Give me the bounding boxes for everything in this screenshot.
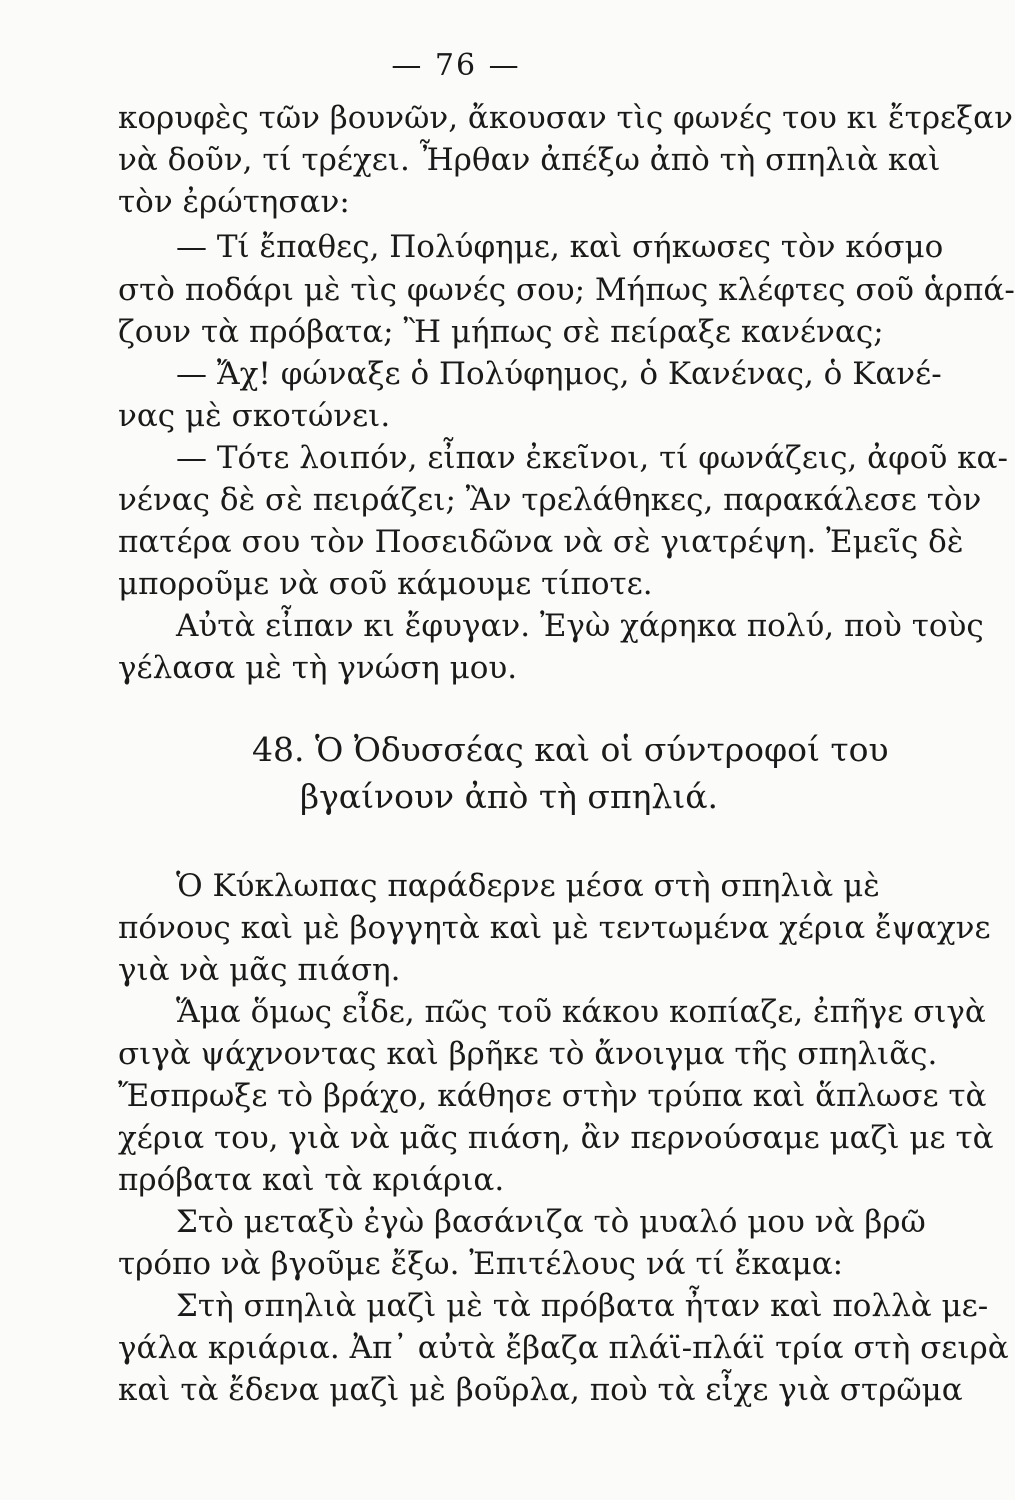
text-line: Ἔσπρωξε τὸ βράχο, κάθησε στὴν τρύπα καὶ ἅπλωσε τὰ xyxy=(118,1078,987,1114)
chapter-heading-line: 48. Ὁ Ὀδυσσέας καὶ οἱ σύντροφοί του xyxy=(252,730,889,769)
text-line: πρόβατα καὶ τὰ κριάρια. xyxy=(118,1162,505,1198)
text-line: ζουν τὰ πρόβατα; Ἢ μήπως σὲ πείραξε κανένας; xyxy=(118,314,884,350)
text-line: νὰ δοῦν, τί τρέχει. Ἦρθαν ἀπέξω ἀπὸ τὴ σπηλιὰ καὶ xyxy=(118,142,941,178)
text-line: γιὰ νὰ μᾶς πιάση. xyxy=(118,952,401,988)
text-line: σιγὰ ψάχνοντας καὶ βρῆκε τὸ ἄνοιγμα τῆς σπηλιᾶς. xyxy=(118,1036,938,1072)
text-line: πόνους καὶ μὲ βογγητὰ καὶ μὲ τεντωμένα χέρια ἔψαχνε xyxy=(118,910,991,946)
text-line: καὶ τὰ ἔδενα μαζὶ μὲ βοῦρλα, ποὺ τὰ εἶχε γιὰ στρῶμα xyxy=(118,1372,963,1408)
text-line: κορυφὲς τῶν βουνῶν, ἄκουσαν τὶς φωνές του κι ἔτρεξαν xyxy=(118,100,1013,136)
text-line: στὸ ποδάρι μὲ τὶς φωνές σου; Μήπως κλέφτες σοῦ ἁρπά- xyxy=(118,272,1015,308)
chapter-heading-line: βγαίνουν ἀπὸ τὴ σπηλιά. xyxy=(300,777,719,816)
text-line: τὸν ἐρώτησαν: xyxy=(118,184,350,220)
text-line: — Τότε λοιπόν, εἶπαν ἐκεῖνοι, τί φωνάζεις, ἀφοῦ κα- xyxy=(176,440,1008,476)
text-line: — Τί ἔπαθες, Πολύφημε, καὶ σήκωσες τὸν κόσμο xyxy=(176,229,944,265)
text-line: Αὐτὰ εἶπαν κι ἔφυγαν. Ἐγὼ χάρηκα πολύ, ποὺ τοὺς xyxy=(176,608,984,644)
text-line: νένας δὲ σὲ πειράζει; Ἂν τρελάθηκες, παρακάλεσε τὸν xyxy=(118,482,982,518)
text-line: γάλα κριάρια. Ἀπ᾿ αὐτὰ ἔβαζα πλάϊ-πλάϊ τρία στὴ σειρὰ xyxy=(118,1330,1009,1366)
text-line: χέρια του, γιὰ νὰ μᾶς πιάση, ἂν περνούσαμε μαζὶ με τὰ xyxy=(118,1120,994,1156)
text-line: Ἅμα ὅμως εἶδε, πῶς τοῦ κάκου κοπίαζε, ἐπῆγε σιγὰ xyxy=(176,994,986,1030)
text-line: μποροῦμε νὰ σοῦ κάμουμε τίποτε. xyxy=(118,566,653,602)
text-line: Ὁ Κύκλωπας παράδερνε μέσα στὴ σπηλιὰ μὲ xyxy=(176,868,880,904)
text-line: Στὴ σπηλιὰ μαζὶ μὲ τὰ πρόβατα ἦταν καὶ πολλὰ με- xyxy=(176,1288,989,1324)
text-line: τρόπο νὰ βγοῦμε ἔξω. Ἐπιτέλους νά τί ἔκαμα: xyxy=(118,1246,844,1282)
text-line: γέλασα μὲ τὴ γνώση μου. xyxy=(118,650,518,686)
text-line: νας μὲ σκοτώνει. xyxy=(118,398,391,434)
text-line: Στὸ μεταξὺ ἐγὼ βασάνιζα τὸ μυαλό μου νὰ βρῶ xyxy=(176,1204,926,1240)
text-line: πατέρα σου τὸν Ποσειδῶνα νὰ σὲ γιατρέψη. Ἐμεῖς δὲ xyxy=(118,524,964,560)
page-number: — 76 — xyxy=(391,48,521,83)
text-line: — Ἄχ! φώναξε ὁ Πολύφημος, ὁ Κανένας, ὁ Κανέ- xyxy=(176,356,942,392)
